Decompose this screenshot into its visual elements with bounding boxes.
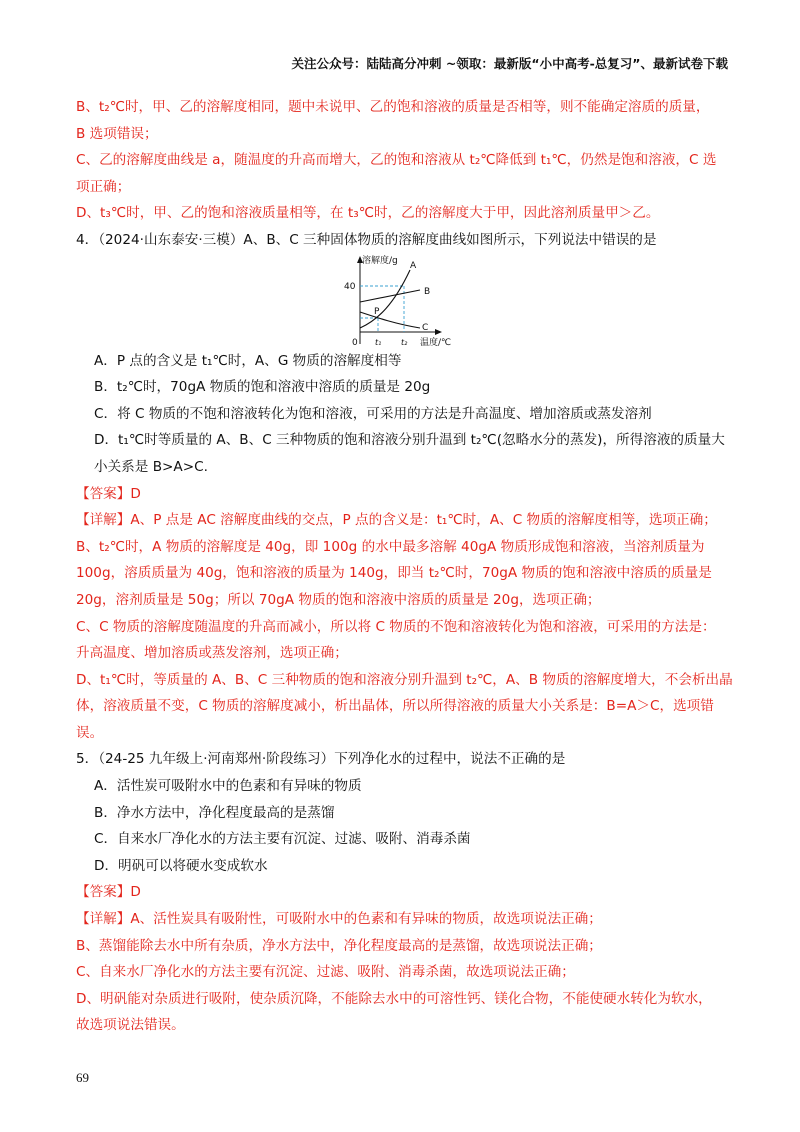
page-number: 69 [76, 1070, 89, 1085]
option-d-cont: 小关系是 B>A>C. [94, 458, 208, 475]
analysis-line: B、t₂℃时，A 物质的溶解度是 40g，即 100g 的水中最多溶解 40gA 物质形成饱和溶液，当溶剂质量为 [76, 538, 705, 555]
option-d: D．明矾可以将硬水变成软水 [94, 857, 268, 874]
curve-b-label: B [424, 287, 431, 297]
solubility-curve-figure [338, 254, 466, 348]
analysis-line: 故选项说法错误。 [76, 1017, 185, 1034]
analysis-line: D、t₁℃时，等质量的 A、B、C 三种物质的饱和溶液分别升温到 t₂℃，A、B 物质的溶解度增大，不会析出晶 [76, 671, 733, 688]
y-axis-label: 溶解度/g [362, 256, 398, 266]
text-line: C、乙的溶解度曲线是 a，随温度的升高而增大，乙的饱和溶液从 t₂℃降低到 t₁℃，仍然是饱和溶液，C 选 [76, 152, 717, 169]
analysis-line: 【详解】A、活性炭具有吸附性，可吸附水中的色素和有异味的物质，故选项说法正确； [76, 911, 602, 928]
x-tick-t2: t₂ [401, 338, 408, 347]
option-a: A．P 点的含义是 t₁℃时，A、G 物质的溶解度相等 [94, 352, 402, 369]
analysis-line: 体，溶液质量不变，C 物质的溶解度减小，析出晶体，所以所得溶液的质量大小关系是：B=A＞C，选项错 [76, 698, 714, 715]
question-stem: 4．（2024·山东泰安·三模）A、B、C 三种固体物质的溶解度曲线如图所示，下列说法中错误的是 [76, 231, 657, 248]
analysis-line: C、C 物质的溶解度随温度的升高而减小，所以将 C 物质的不饱和溶液转化为饱和溶液，可采用的方法是： [76, 618, 716, 635]
answer-label: 【答案】D [76, 485, 141, 502]
option-c: C．将 C 物质的不饱和溶液转化为饱和溶液，可采用的方法是升高温度、增加溶质或蒸发溶剂 [94, 405, 652, 422]
question-5 [76, 746, 726, 1039]
prev-answer-block [76, 94, 726, 227]
analysis-line: B、蒸馏能除去水中所有杂质，净水方法中，净化程度最高的是蒸馏，故选项说法正确； [76, 937, 602, 954]
option-b: B．净水方法中，净化程度最高的是蒸馏 [94, 804, 335, 821]
option-d: D．t₁℃时等质量的 A、B、C 三种物质的饱和溶液分别升温到 t₂℃(忽略水分的蒸发)，所得溶液的质量大 [94, 432, 725, 449]
analysis-line: C、自来水厂净化水的方法主要有沉淀、过滤、吸附、消毒杀菌，故选项说法正确； [76, 964, 575, 981]
curve-c [360, 312, 420, 328]
x-tick-t1: t₁ [375, 338, 382, 347]
text-line: B、t₂℃时，甲、乙的溶解度相同，题中未说甲、乙的饱和溶液的质量是否相等，则不能确定溶质的质量， [76, 99, 710, 115]
text-line: D、t₃℃时，甲、乙的饱和溶液质量相等，在 t₃℃时，乙的溶解度大于甲，因此溶剂质量甲＞乙。 [76, 205, 660, 222]
y-tick-40: 40 [344, 282, 356, 292]
text-line: 项正确； [76, 178, 131, 195]
curve-a-label: A [410, 261, 417, 271]
option-c: C．自来水厂净化水的方法主要有沉淀、过滤、吸附、消毒杀菌 [94, 831, 471, 848]
analysis-line: 升高温度、增加溶质或蒸发溶剂，选项正确； [76, 645, 348, 662]
x-axis-label: 温度/℃ [420, 338, 452, 348]
analysis-line: 误。 [76, 724, 104, 741]
page-header: 关注公众号：陆陆高分冲刺 ~领取：最新版“小中高考-总复习”、最新试卷下载 [291, 56, 728, 71]
point-p-label: P [374, 307, 380, 317]
analysis-line: D、明矾能对杂质进行吸附，使杂质沉降，不能除去水中的可溶性钙、镁化合物，不能使硬水转化为软水， [76, 990, 712, 1007]
curve-c-label: C [422, 323, 429, 333]
analysis-line: 100g，溶质质量为 40g，饱和溶液的质量为 140g，即当 t₂℃时，70gA 物质的饱和溶液中溶质的质量是 [76, 565, 712, 582]
option-b: B．t₂℃时，70gA 物质的饱和溶液中溶质的质量是 20g [94, 379, 431, 396]
text-line: B 选项错误； [76, 125, 158, 142]
answer-label: 【答案】D [76, 884, 141, 901]
page-content [76, 94, 733, 1039]
question-stem: 5．（24-25 九年级上·河南郑州·阶段练习）下列净化水的过程中，说法不正确的是 [76, 751, 566, 768]
analysis-line: 【详解】A、P 点是 AC 溶解度曲线的交点，P 点的含义是：t₁℃时，A、C 物质的溶解度相等，选项正确； [76, 512, 717, 529]
analysis-line: 20g，溶剂质量是 50g；所以 70gA 物质的饱和溶液中溶质的质量是 20g，选项正确； [76, 591, 601, 608]
option-a: A．活性炭可吸附水中的色素和有异味的物质 [94, 778, 362, 795]
curve-b [360, 290, 420, 302]
x-axis-arrow [435, 329, 442, 335]
origin-label: 0 [352, 338, 358, 348]
